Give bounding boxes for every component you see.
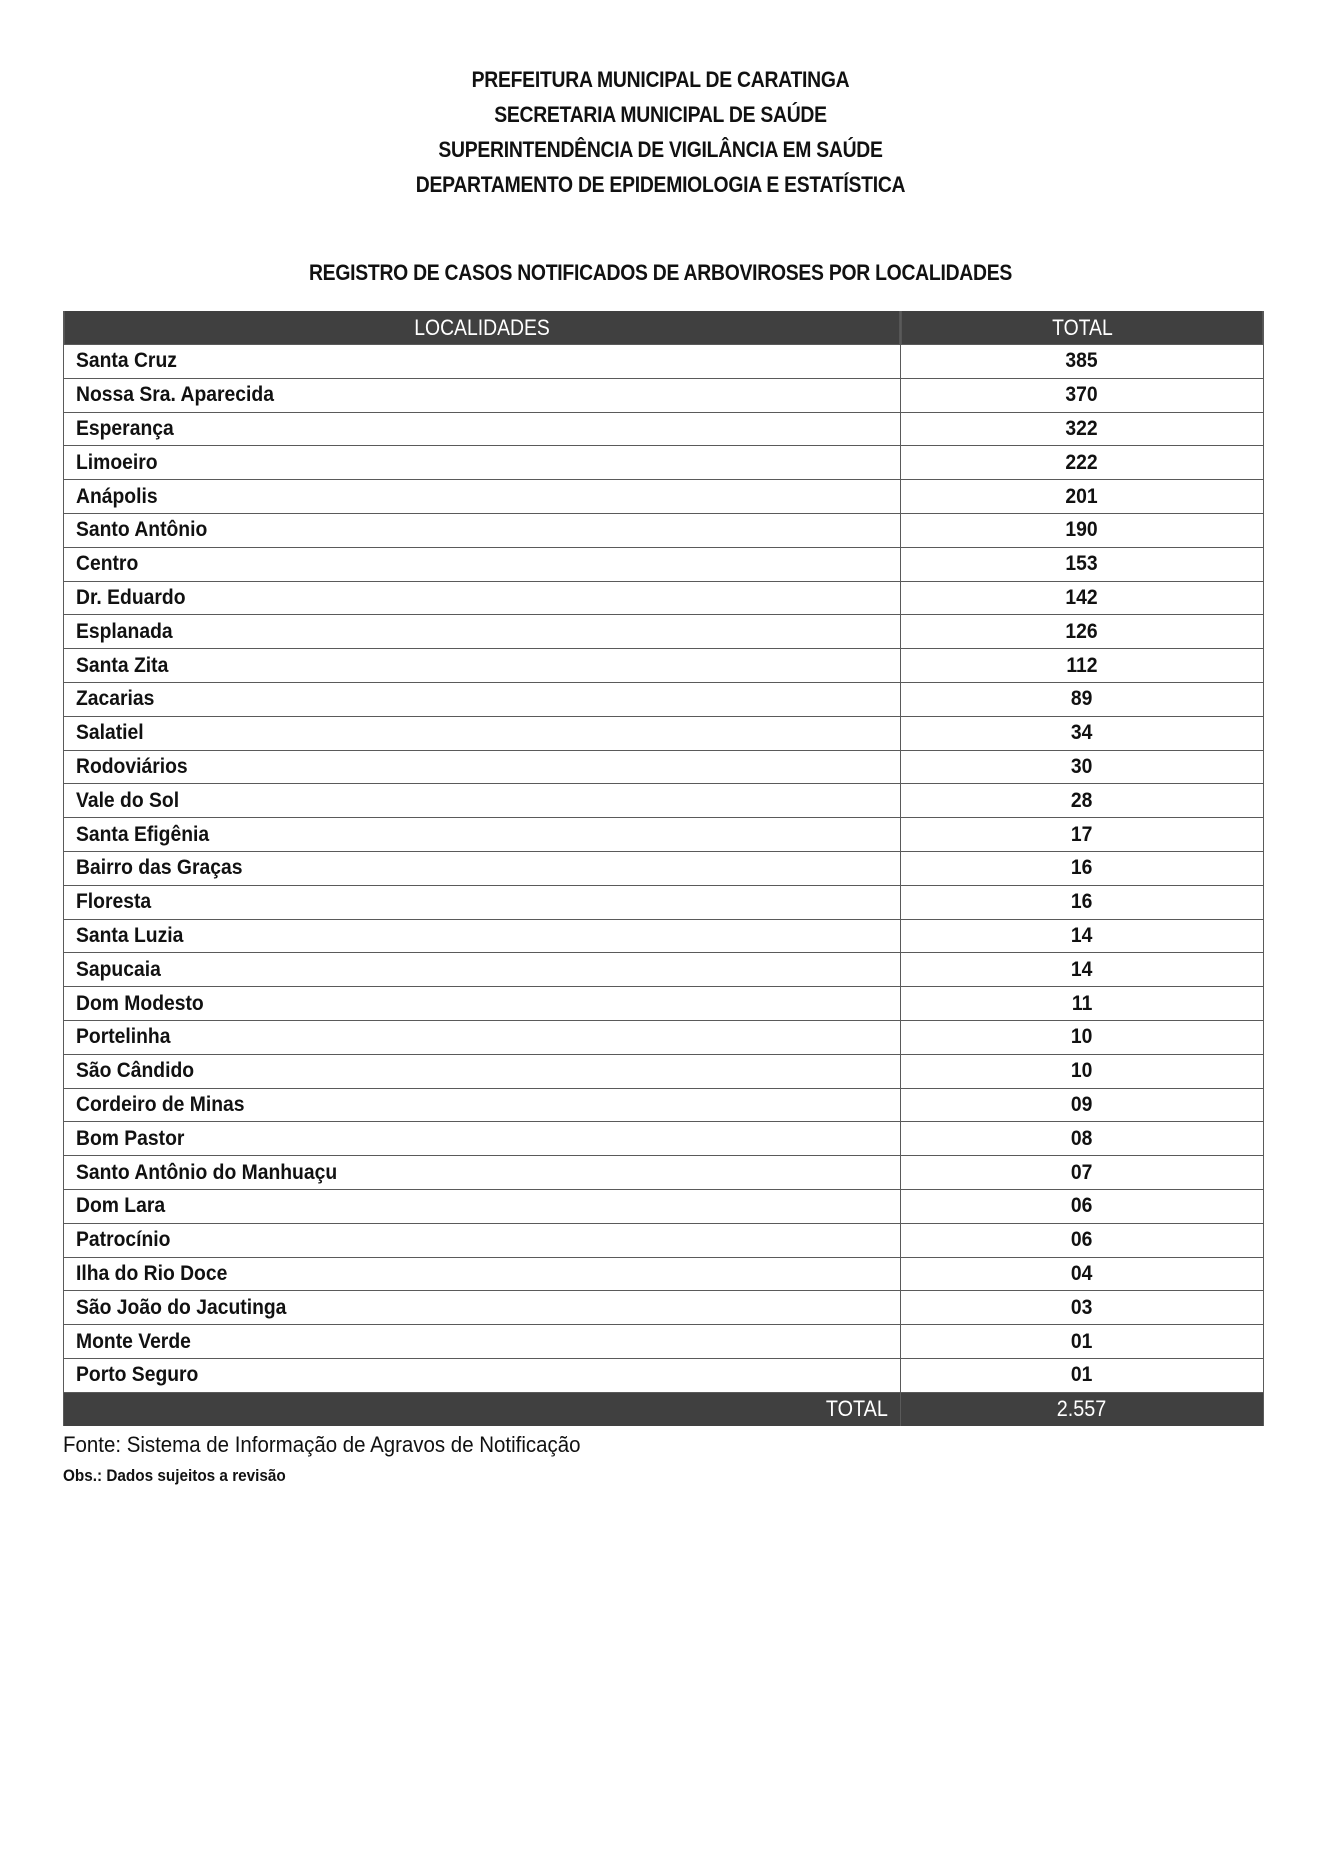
table-row [64,649,1264,683]
location-name: Dr. Eduardo [76,585,186,609]
location-cell [64,412,901,446]
location-name: Santa Zita [76,653,169,677]
table-row [64,851,1264,885]
case-count: 322 [1065,416,1099,440]
location-cell [64,480,901,514]
total-cell [901,1325,1264,1359]
location-cell [64,953,901,987]
location-cell [64,1088,901,1122]
case-count: 34 [1071,721,1093,745]
location-name: Zacarias [76,687,155,711]
location-cell [64,378,901,412]
table-row [64,412,1264,446]
source-note: Fonte: Sistema de Informação de Agravos de Notificação [63,1432,581,1457]
table-row [64,1122,1264,1156]
table-row [64,547,1264,581]
case-count: 17 [1071,822,1093,846]
total-label-cell [64,1392,901,1426]
case-count: 03 [1071,1295,1093,1319]
location-name: Santo Antônio do Manhuaçu [76,1160,338,1184]
header-line-departamento: DEPARTAMENTO DE EPIDEMIOLOGIA E ESTATÍSTICA [415,172,906,197]
table-row [64,1189,1264,1223]
header-line-prefeitura: PREFEITURA MUNICIPAL DE CARATINGA [471,67,850,92]
location-name: Rodoviários [76,754,188,778]
total-cell [901,818,1264,852]
total-cell [901,615,1264,649]
total-cell [901,987,1264,1021]
total-cell [901,1358,1264,1392]
total-cell [901,919,1264,953]
column-header-location-label: LOCALIDADES [414,314,550,340]
location-name: Monte Verde [76,1329,191,1353]
case-count: 11 [1071,991,1093,1015]
location-name: Bairro das Graças [76,856,243,880]
total-value-cell [901,1392,1264,1426]
total-cell [901,1156,1264,1190]
table-row [64,1257,1264,1291]
case-count: 09 [1071,1092,1093,1116]
location-cell [64,547,901,581]
column-header-total-label: TOTAL [1051,314,1113,340]
table-row [64,784,1264,818]
table-body [64,345,1264,1393]
total-cell [901,716,1264,750]
total-cell [901,1291,1264,1325]
case-count: 30 [1071,754,1093,778]
total-cell [901,1088,1264,1122]
location-name: Santo Antônio [76,518,208,542]
location-name: Salatiel [76,721,144,745]
table-header-row [64,311,1264,345]
location-cell [64,716,901,750]
total-cell [901,412,1264,446]
location-cell [64,513,901,547]
location-cell [64,1358,901,1392]
location-name: Santa Efigênia [76,822,210,846]
case-count: 10 [1071,1059,1093,1083]
location-cell [64,1291,901,1325]
total-cell [901,851,1264,885]
location-cell [64,581,901,615]
table-row [64,1156,1264,1190]
table-row [64,1020,1264,1054]
location-cell [64,851,901,885]
location-name: São Cândido [76,1059,195,1083]
total-cell [901,784,1264,818]
case-count: 14 [1071,957,1093,981]
column-header-location [64,311,901,345]
case-count: 153 [1065,552,1099,576]
table-row [64,1358,1264,1392]
case-count: 07 [1071,1160,1093,1184]
table-row [64,953,1264,987]
location-name: Floresta [76,890,152,914]
total-cell [901,581,1264,615]
location-cell [64,987,901,1021]
case-count: 89 [1071,687,1093,711]
location-cell [64,919,901,953]
case-count: 126 [1065,619,1099,643]
total-cell [901,1189,1264,1223]
location-cell [64,1054,901,1088]
location-cell [64,649,901,683]
total-cell [901,446,1264,480]
table-row [64,480,1264,514]
case-count: 28 [1071,788,1093,812]
location-name: Nossa Sra. Aparecida [76,383,274,407]
total-cell [901,1257,1264,1291]
location-name: Esplanada [76,619,173,643]
total-cell [901,682,1264,716]
location-name: Dom Lara [76,1194,166,1218]
case-count: 16 [1071,856,1093,880]
location-name: Limoeiro [76,450,158,474]
location-cell [64,446,901,480]
case-count: 142 [1065,585,1099,609]
location-name: Santa Cruz [76,349,177,373]
total-cell [901,480,1264,514]
case-count: 385 [1065,349,1099,373]
case-count: 14 [1071,923,1093,947]
location-name: Portelinha [76,1025,171,1049]
total-cell [901,885,1264,919]
table-row [64,345,1264,379]
location-name: Centro [76,552,139,576]
location-name: Dom Modesto [76,991,204,1015]
table-row [64,1325,1264,1359]
location-cell [64,615,901,649]
case-count: 222 [1065,450,1099,474]
location-name: Vale do Sol [76,788,180,812]
location-name: Bom Pastor [76,1126,185,1150]
table-row [64,1054,1264,1088]
location-cell [64,1122,901,1156]
total-cell [901,1122,1264,1156]
case-count: 370 [1065,383,1099,407]
location-name: Anápolis [76,484,158,508]
case-count: 08 [1071,1126,1093,1150]
document-header [0,62,1321,202]
location-cell [64,1020,901,1054]
table-row [64,581,1264,615]
total-cell [901,953,1264,987]
total-cell [901,1223,1264,1257]
obs-note: Obs.: Dados sujeitos a revisão [63,1466,286,1485]
table-row [64,1223,1264,1257]
table-row [64,750,1264,784]
case-count: 190 [1065,518,1099,542]
table-row [64,615,1264,649]
cases-table-container [63,311,1263,1426]
cases-by-location-table [63,311,1264,1426]
total-label: TOTAL [826,1396,888,1422]
case-count: 16 [1071,890,1093,914]
location-cell [64,682,901,716]
total-cell [901,750,1264,784]
case-count: 112 [1066,653,1098,677]
table-total-row [64,1392,1264,1426]
location-name: Patrocínio [76,1228,171,1252]
table-row [64,446,1264,480]
case-count: 201 [1065,484,1099,508]
table-row [64,987,1264,1021]
table-row [64,1088,1264,1122]
location-cell [64,784,901,818]
location-cell [64,1156,901,1190]
header-line-secretaria: SECRETARIA MUNICIPAL DE SAÚDE [494,102,827,127]
location-name: Porto Seguro [76,1363,199,1387]
report-title: REGISTRO DE CASOS NOTIFICADOS DE ARBOVIROSES POR LOCALIDADES [308,260,1013,285]
case-count: 01 [1071,1329,1093,1353]
total-cell [901,513,1264,547]
table-row [64,885,1264,919]
total-cell [901,1020,1264,1054]
table-row [64,919,1264,953]
total-cell [901,1054,1264,1088]
location-cell [64,750,901,784]
location-cell [64,818,901,852]
table-row [64,682,1264,716]
location-cell [64,1257,901,1291]
location-cell [64,1223,901,1257]
location-cell [64,1189,901,1223]
case-count: 01 [1071,1363,1093,1387]
location-name: Ilha do Rio Doce [76,1261,228,1285]
table-row [64,513,1264,547]
location-cell [64,885,901,919]
location-cell [64,1325,901,1359]
location-cell [64,345,901,379]
table-row [64,818,1264,852]
total-cell [901,649,1264,683]
total-cell [901,378,1264,412]
location-name: Cordeiro de Minas [76,1092,245,1116]
header-line-superintendencia: SUPERINTENDÊNCIA DE VIGILÂNCIA EM SAÚDE [438,137,883,162]
total-cell [901,547,1264,581]
location-name: Santa Luzia [76,923,184,947]
column-header-total [901,311,1264,345]
case-count: 10 [1071,1025,1093,1049]
total-cell [901,345,1264,379]
table-row [64,1291,1264,1325]
case-count: 06 [1071,1194,1093,1218]
table-row [64,716,1264,750]
location-name: Esperança [76,416,174,440]
case-count: 06 [1071,1228,1093,1252]
location-name: São João do Jacutinga [76,1295,287,1319]
table-row [64,378,1264,412]
location-name: Sapucaia [76,957,161,981]
total-value: 2.557 [1057,1396,1107,1422]
case-count: 04 [1071,1261,1093,1285]
